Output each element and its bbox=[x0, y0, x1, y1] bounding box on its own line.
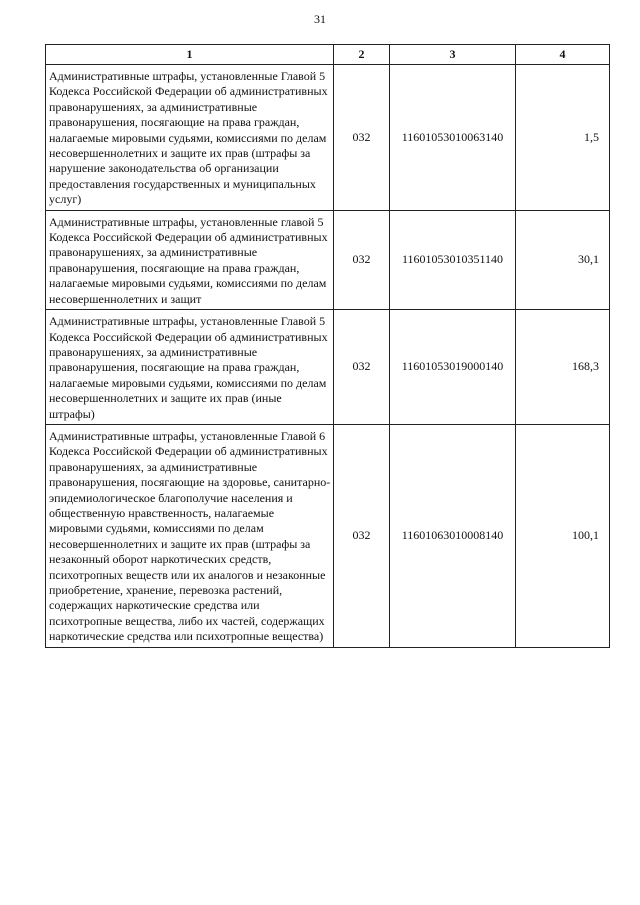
header-col-3: 3 bbox=[390, 45, 516, 65]
page-number: 31 bbox=[314, 12, 326, 26]
row-classification-code: 11601053010351140 bbox=[390, 210, 516, 309]
row-classification-code: 11601063010008140 bbox=[390, 424, 516, 647]
header-col-1: 1 bbox=[46, 45, 334, 65]
row-admin-code: 032 bbox=[334, 310, 390, 425]
row-classification-code: 11601053019000140 bbox=[390, 310, 516, 425]
row-amount: 1,5 bbox=[516, 65, 610, 211]
row-description bbox=[46, 424, 334, 647]
row-description-text: Административные штрафы, установленные Главой 6 Кодекса Российской Федерации об административных правонарушениях, за административные правонарушения, посягающие на здоровье, санитарно- эпидемиологическое благополучие населения и общественную нравственность, налагаемые мировыми судьями, комиссиями по делам несовершеннолетних и защите их прав (штрафы за незаконный оборот наркотических средств, психотропных веществ или их аналогов и незаконные приобретение, хранение, перевозка растений, содержащих наркотические средства или психотропные вещества, либо их частей, содержащих наркотические средства или психотропные вещества) bbox=[49, 428, 331, 644]
row-description bbox=[46, 310, 334, 425]
row-amount: 30,1 bbox=[516, 210, 610, 309]
table-row bbox=[46, 65, 610, 211]
row-description-text: Административные штрафы, установленные Главой 5 Кодекса Российской Федерации об административных правонарушениях, за административные правонарушения, посягающие на права граждан, налагаемые мировыми судьями, комиссиями по делам несовершеннолетних и защите их прав (иные штрафы) bbox=[49, 314, 328, 421]
table-header-row bbox=[46, 45, 610, 65]
header-col-4: 4 bbox=[516, 45, 610, 65]
row-description-text: Административные штрафы, установленные главой 5 Кодекса Российской Федерации об административных правонарушениях, за административные правонарушения, посягающие на права граждан, налагаемые мировыми судьями, комиссиями по делам несовершеннолетних и защит bbox=[49, 214, 328, 306]
row-admin-code: 032 bbox=[334, 424, 390, 647]
row-description bbox=[46, 65, 334, 211]
row-amount: 100,1 bbox=[516, 424, 610, 647]
table-row bbox=[46, 424, 610, 647]
row-amount: 168,3 bbox=[516, 310, 610, 425]
row-admin-code: 032 bbox=[334, 210, 390, 309]
table-row bbox=[46, 310, 610, 425]
table-row bbox=[46, 210, 610, 309]
row-description-text: Административные штрафы, установленные Главой 5 Кодекса Российской Федерации об административных правонарушениях, за административные правонарушения, посягающие на права граждан, налагаемые мировыми судьями, комиссиями по делам несовершеннолетних и защите их прав (штрафы за нарушение законодательства об организации предоставления государственных и муниципальных услуг) bbox=[49, 69, 328, 207]
revenue-table bbox=[45, 44, 610, 648]
row-classification-code: 11601053010063140 bbox=[390, 65, 516, 211]
row-admin-code: 032 bbox=[334, 65, 390, 211]
row-description bbox=[46, 210, 334, 309]
header-col-2: 2 bbox=[334, 45, 390, 65]
